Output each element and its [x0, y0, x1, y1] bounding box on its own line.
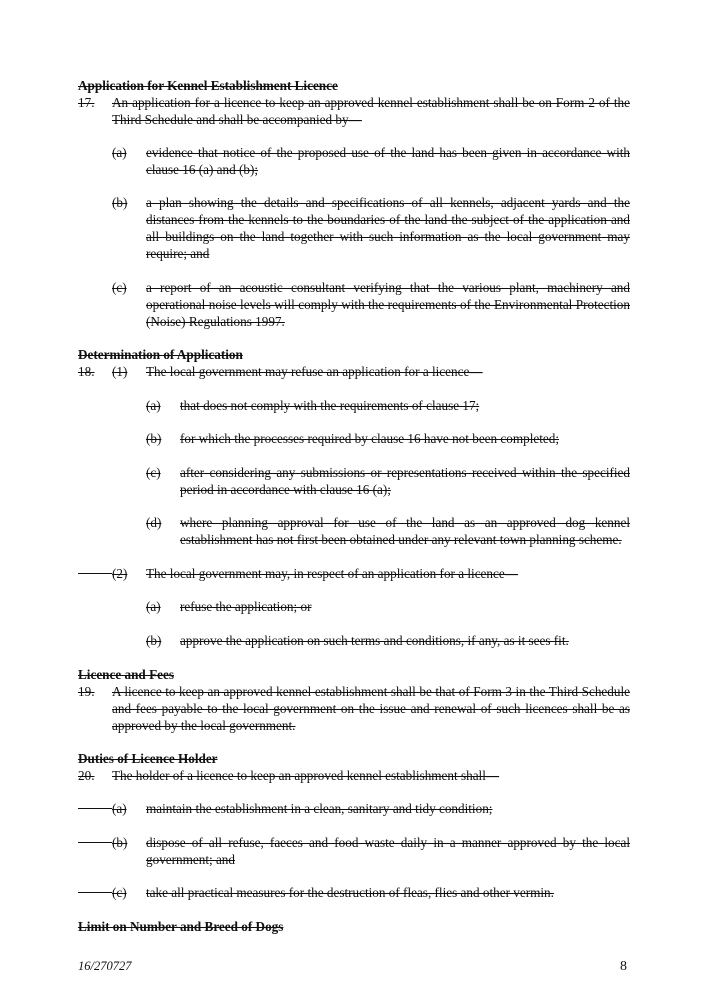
clause-18-2-text: The local government may, in respect of an application for a licence—: [146, 566, 518, 581]
heading-duties-of-licence-holder: Duties of Licence Holder: [78, 751, 218, 766]
clause-17c-label: (c): [112, 280, 127, 295]
clause-18-2b-label: (b): [146, 633, 162, 648]
clause-18-2a-text: refuse the application; or: [180, 599, 312, 614]
clause-18-number: 18.: [78, 364, 95, 379]
clause-20a-text: maintain the establishment in a clean, sanitary and tidy condition;: [146, 801, 493, 816]
clause-18-1-label: (1): [112, 364, 128, 379]
clause-18-1d-text: where planning approval for use of the land as an approved dog kennel establishment has not first been obtained under any relevant town planning scheme.: [180, 515, 630, 547]
clause-19-text: A licence to keep an approved kennel establishment shall be that of Form 3 in the Third Schedule and fees payable to the local government on the issue and renewal of such licences shall be as approved by the local government.: [112, 684, 630, 733]
clause-18-1b-text: for which the processes required by clause 16 have not been completed;: [180, 431, 560, 446]
clause-20a-leader-line: [78, 808, 112, 809]
clause-17b-text: a plan showing the details and specifications of all kennels, adjacent yards and the distances from the kennels to the boundaries of the land the subject of the application and all buildings on the land together with such information as the local government may require; and: [146, 195, 630, 261]
document-reference: 16/270727: [78, 959, 132, 973]
clause-20a-label: (a): [112, 801, 127, 816]
clause-18-1-text: The local government may refuse an application for a licence—: [146, 364, 483, 379]
clause-18-1a-label: (a): [146, 398, 161, 413]
clause-18-2-leader-line: [78, 573, 112, 574]
clause-17a-text: evidence that notice of the proposed use of the land has been given in accordance with clause 16 (a) and (b);: [146, 145, 630, 177]
clause-17-text: An application for a licence to keep an approved kennel establishment shall be on Form 2 of the Third Schedule and shall be accompanied by—: [112, 95, 630, 127]
clause-20b-label: (b): [112, 835, 128, 850]
clause-20c-leader-line: [78, 892, 112, 893]
clause-17c-text: a report of an acoustic consultant verifying that the various plant, machinery and operational noise levels will comply with the requirements of the Environmental Protection (Noise) Regulations 1997.: [146, 280, 630, 329]
clause-18-1c-text: after considering any submissions or representations received within the specified period in accordance with clause 16 (a);: [180, 465, 630, 497]
heading-application-kennel-licence: Application for Kennel Establishment Licence: [78, 78, 338, 93]
clause-17-number: 17.: [78, 95, 95, 110]
clause-18-1d-label: (d): [146, 515, 162, 530]
heading-licence-and-fees: Licence and Fees: [78, 667, 174, 682]
page-number: 8: [620, 959, 627, 974]
clause-20-number: 20.: [78, 768, 95, 783]
clause-18-1c-label: (c): [146, 465, 161, 480]
clause-17b-label: (b): [112, 195, 128, 210]
clause-20c-text: take all practical measures for the destruction of fleas, flies and other vermin.: [146, 885, 554, 900]
clause-17a-label: (a): [112, 145, 127, 160]
clause-18-1b-label: (b): [146, 431, 162, 446]
clause-20b-leader-line: [78, 842, 112, 843]
clause-19-number: 19.: [78, 684, 95, 699]
heading-limit-number-breed-dogs: Limit on Number and Breed of Dogs: [78, 919, 284, 934]
clause-20-text: The holder of a licence to keep an approved kennel establishment shall—: [112, 768, 500, 783]
clause-18-2-label: (2): [112, 566, 128, 581]
clause-18-2a-label: (a): [146, 599, 161, 614]
clause-18-1a-text: that does not comply with the requirements of clause 17;: [180, 398, 480, 413]
heading-determination-of-application: Determination of Application: [78, 347, 243, 362]
clause-20c-label: (c): [112, 885, 127, 900]
clause-20b-text: dispose of all refuse, faeces and food waste daily in a manner approved by the local government; and: [146, 835, 630, 867]
clause-18-2b-text: approve the application on such terms and conditions, if any, as it sees fit.: [180, 633, 569, 648]
